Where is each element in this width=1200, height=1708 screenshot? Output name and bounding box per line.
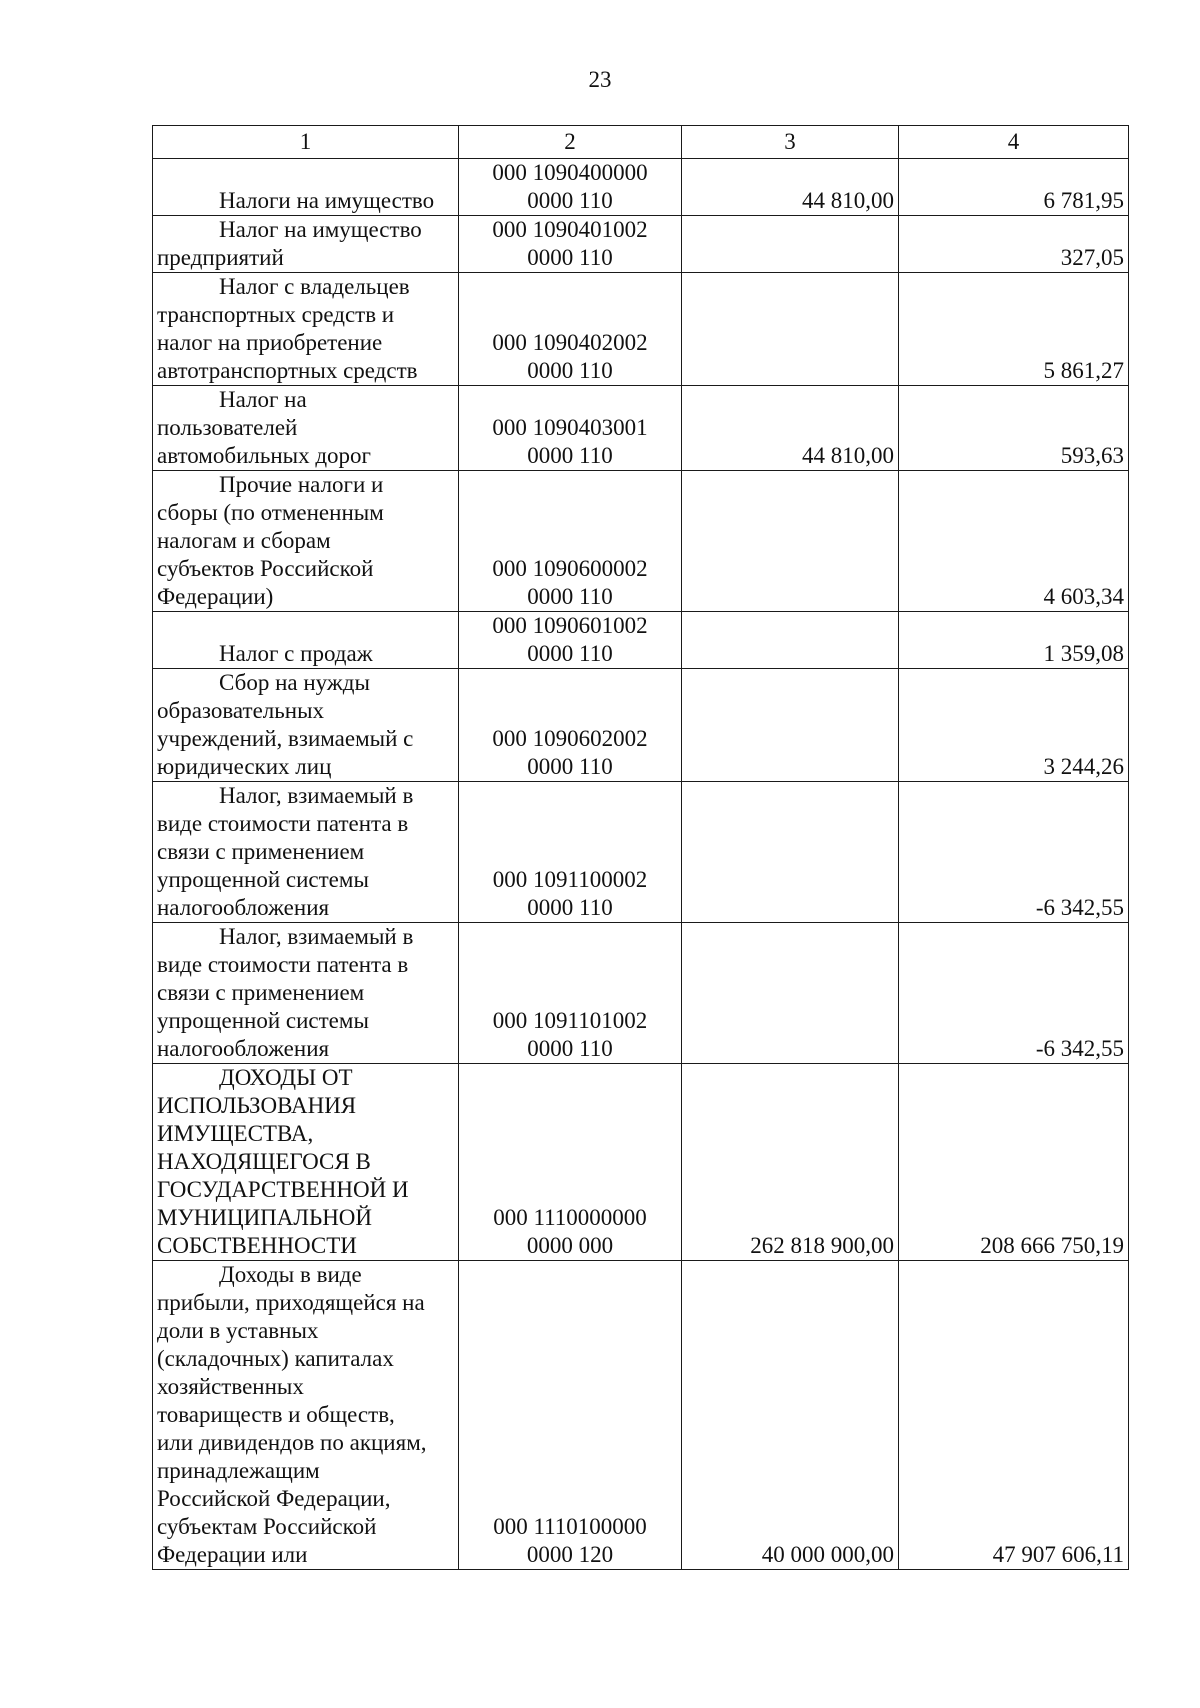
row-actual-amount: 6 781,95: [899, 159, 1129, 216]
row-name: [153, 923, 459, 1064]
table-row: [153, 159, 1129, 216]
row-name-first-line: Налог с продаж: [219, 641, 373, 666]
row-name-continuation: транспортных средств и налог на приобретение автотранспортных средств: [157, 302, 418, 383]
row-name: [153, 273, 459, 386]
table-row: [153, 471, 1129, 612]
table-row: [153, 386, 1129, 471]
row-name: [153, 159, 459, 216]
row-name-first-line: Налог на имущество: [219, 217, 422, 242]
row-code: 000 1090602002 0000 110: [459, 669, 682, 782]
table-row: [153, 216, 1129, 273]
row-name: [153, 669, 459, 782]
row-name-first-line: Налог, взимаемый в: [219, 924, 414, 949]
row-actual-amount: 5 861,27: [899, 273, 1129, 386]
row-name-first-line: Налоги на имущество: [219, 188, 435, 213]
row-plan-amount: [682, 471, 899, 612]
row-name-first-line: Доходы в виде: [219, 1262, 362, 1287]
table-row: [153, 612, 1129, 669]
row-plan-amount: [682, 612, 899, 669]
table-row: [153, 1261, 1129, 1570]
row-name-continuation: образовательных учреждений, взимаемый с юридических лиц: [157, 698, 414, 779]
row-name-first-line: Налог на: [219, 387, 307, 412]
header-col-3: 3: [682, 126, 899, 159]
row-name-continuation: прибыли, приходящейся на доли в уставных (складочных) капиталах хозяйственных товариществ и обществ, или дивидендов по акциям, принадлежащим Российской Федерации, субъектам Российской Федерации или: [157, 1290, 427, 1567]
row-plan-amount: 262 818 900,00: [682, 1064, 899, 1261]
row-name-continuation: сборы (по отмененным налогам и сборам субъектов Российской Федерации): [157, 500, 384, 609]
row-name-first-line: Налог с владельцев: [219, 274, 410, 299]
row-actual-amount: 4 603,34: [899, 471, 1129, 612]
row-code: 000 1091100002 0000 110: [459, 782, 682, 923]
row-code: 000 1090400000 0000 110: [459, 159, 682, 216]
row-actual-amount: -6 342,55: [899, 923, 1129, 1064]
row-plan-amount: 44 810,00: [682, 386, 899, 471]
table-row: [153, 273, 1129, 386]
row-name: [153, 612, 459, 669]
page-number: 23: [588, 67, 612, 92]
table-row: [153, 923, 1129, 1064]
row-plan-amount: [682, 669, 899, 782]
row-code: 000 1090600002 0000 110: [459, 471, 682, 612]
row-plan-amount: [682, 273, 899, 386]
row-code: 000 1090403001 0000 110: [459, 386, 682, 471]
table-header-row: [153, 126, 1129, 159]
row-name-first-line: Налог, взимаемый в: [219, 783, 414, 808]
row-code: 000 1110100000 0000 120: [459, 1261, 682, 1570]
row-actual-amount: 593,63: [899, 386, 1129, 471]
table-row: [153, 669, 1129, 782]
row-name-continuation: пользователей автомобильных дорог: [157, 415, 371, 468]
row-name-continuation: предприятий: [157, 245, 284, 270]
row-actual-amount: 327,05: [899, 216, 1129, 273]
row-code: 000 1090401002 0000 110: [459, 216, 682, 273]
row-code: 000 1091101002 0000 110: [459, 923, 682, 1064]
row-name-first-line: Сбор на нужды: [219, 670, 370, 695]
row-name-continuation: виде стоимости патента в связи с применением упрощенной системы налогообложения: [157, 811, 409, 920]
table-body: [153, 159, 1129, 1570]
row-name: [153, 386, 459, 471]
row-name: [153, 216, 459, 273]
row-code: 000 1090402002 0000 110: [459, 273, 682, 386]
row-plan-amount: 44 810,00: [682, 159, 899, 216]
row-name-continuation: ИСПОЛЬЗОВАНИЯ ИМУЩЕСТВА, НАХОДЯЩЕГОСЯ В ГОСУДАРСТВЕННОЙ И МУНИЦИПАЛЬНОЙ СОБСТВЕННОСТИ: [157, 1093, 409, 1258]
row-name: [153, 1064, 459, 1261]
row-code: 000 1110000000 0000 000: [459, 1064, 682, 1261]
row-name: [153, 782, 459, 923]
row-name-first-line: ДОХОДЫ ОТ: [219, 1065, 353, 1090]
row-actual-amount: 3 244,26: [899, 669, 1129, 782]
table-row: [153, 1064, 1129, 1261]
row-plan-amount: [682, 782, 899, 923]
row-name-first-line: Прочие налоги и: [219, 472, 384, 497]
header-col-1: 1: [153, 126, 459, 159]
row-name: [153, 1261, 459, 1570]
row-name: [153, 471, 459, 612]
row-actual-amount: 1 359,08: [899, 612, 1129, 669]
header-col-2: 2: [459, 126, 682, 159]
header-col-4: 4: [899, 126, 1129, 159]
row-code: 000 1090601002 0000 110: [459, 612, 682, 669]
row-plan-amount: 40 000 000,00: [682, 1261, 899, 1570]
revenue-table: [152, 125, 1129, 1570]
row-actual-amount: 47 907 606,11: [899, 1261, 1129, 1570]
row-actual-amount: 208 666 750,19: [899, 1064, 1129, 1261]
row-name-continuation: виде стоимости патента в связи с применением упрощенной системы налогообложения: [157, 952, 409, 1061]
row-plan-amount: [682, 923, 899, 1064]
row-actual-amount: -6 342,55: [899, 782, 1129, 923]
table-row: [153, 782, 1129, 923]
row-plan-amount: [682, 216, 899, 273]
